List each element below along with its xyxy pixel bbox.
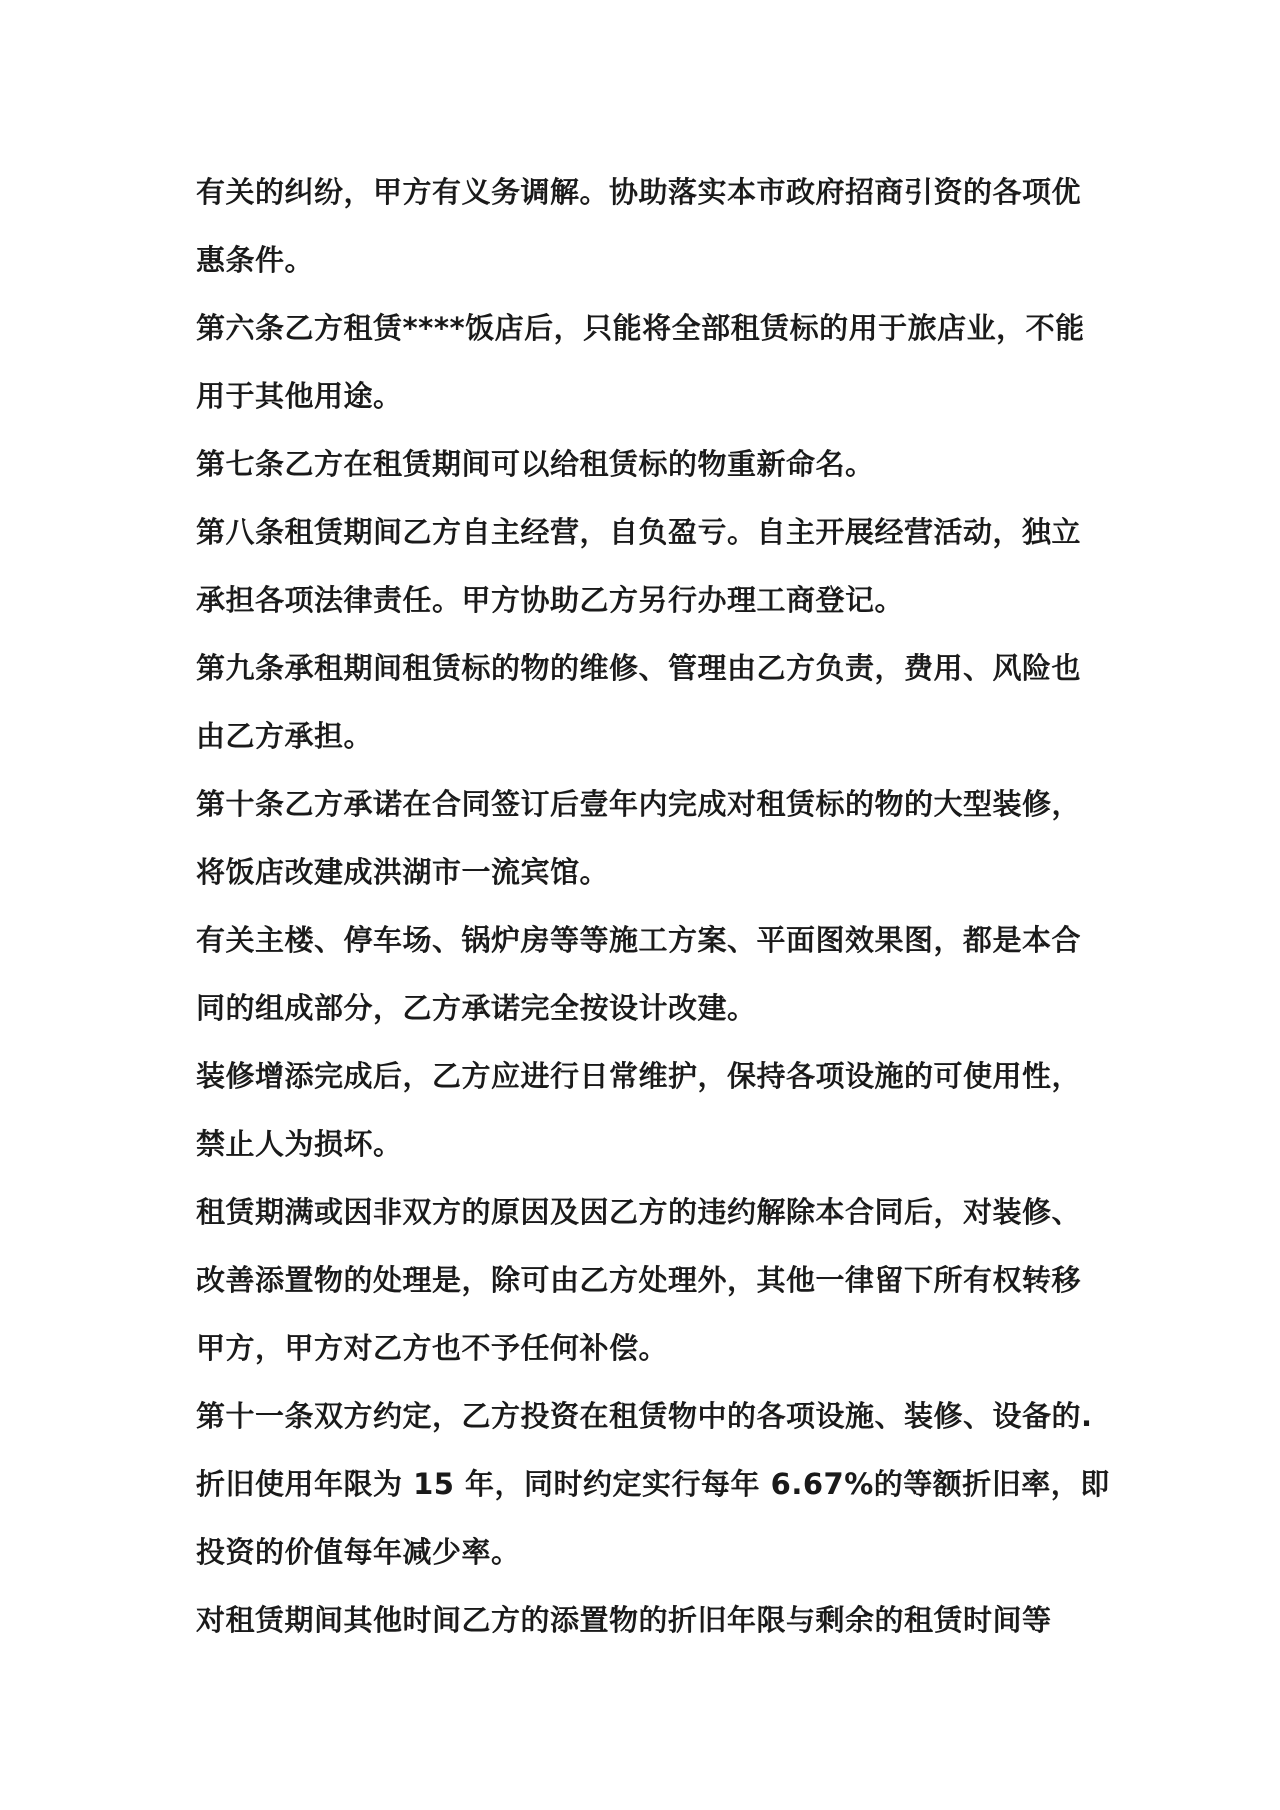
text-line: 第十条乙方承诺在合同签订后壹年内完成对租赁标的物的大型装修， [196,787,1082,821]
text-line: 第十一条双方约定，乙方投资在租赁物中的各项设施、装修、设备的. [196,1399,1093,1433]
text-line: 由乙方承担。 [196,719,374,753]
text-line: 改善添置物的处理是，除可由乙方处理外，其他一律留下所有权转移 [196,1263,1082,1297]
text-line: 第七条乙方在租赁期间可以给租赁标的物重新命名。 [196,447,875,481]
text-line: 对租赁期间其他时间乙方的添置物的折旧年限与剩余的租赁时间等 [196,1603,1052,1637]
text-line: 投资的价值每年减少率。 [196,1535,521,1569]
text-line: 将饭店改建成洪湖市一流宾馆。 [196,855,610,889]
text-line: 折旧使用年限为 15 年，同时约定实行每年 6.67%的等额折旧率，即 [196,1467,1110,1501]
text-line: 承担各项法律责任。甲方协助乙方另行办理工商登记。 [196,583,905,617]
text-line: 用于其他用途。 [196,379,403,413]
text-line: 租赁期满或因非双方的原因及因乙方的违约解除本合同后，对装修、 [196,1195,1082,1229]
text-line: 惠条件。 [196,243,315,277]
text-line: 同的组成部分，乙方承诺完全按设计改建。 [196,991,757,1025]
text-line: 甲方，甲方对乙方也不予任何补偿。 [196,1331,669,1365]
text-line: 装修增添完成后，乙方应进行日常维护，保持各项设施的可使用性， [196,1059,1082,1093]
text-line: 有关的纠纷，甲方有义务调解。协助落实本市政府招商引资的各项优 [196,175,1082,209]
text-line: 第九条承租期间租赁标的物的维修、管理由乙方负责，费用、风险也 [196,651,1082,685]
contract-text [196,158,1110,1654]
text-line: 第八条租赁期间乙方自主经营，自负盈亏。自主开展经营活动，独立 [196,515,1082,549]
text-line: 有关主楼、停车场、锅炉房等等施工方案、平面图效果图，都是本合 [196,923,1082,957]
text-line: 第六条乙方租赁****饭店后，只能将全部租赁标的用于旅店业，不能 [196,311,1085,345]
text-line: 禁止人为损坏。 [196,1127,403,1161]
